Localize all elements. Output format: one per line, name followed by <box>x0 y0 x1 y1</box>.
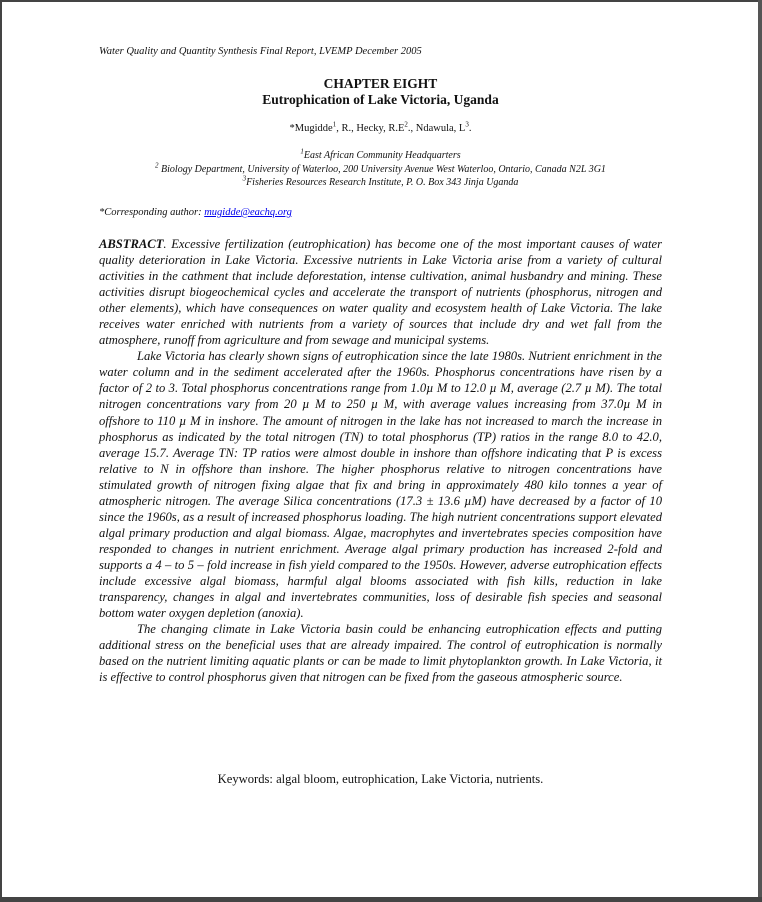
affiliation-text: East African Community Headquarters <box>303 150 461 161</box>
affiliation-text: Biology Department, University of Waterloo, 200 University Avenue West Waterloo, Ontario, Canada N2L 3G1 <box>158 164 606 175</box>
chapter-heading: CHAPTER EIGHT <box>323 76 438 91</box>
affiliation-3 <box>99 174 662 188</box>
author-name: , R., Hecky, R.E <box>336 123 405 134</box>
abstract-paragraph-1 <box>99 236 662 348</box>
author-end: . <box>468 123 472 134</box>
running-head: Water Quality and Quantity Synthesis Final Report, LVEMP December 2005 <box>99 46 422 57</box>
affiliation-sup: 3 <box>242 174 247 183</box>
author-sup: 3 <box>465 120 469 129</box>
abstract-text: . Excessive fertilization (eutrophication) has become one of the most important causes of water quality deterioration in Lake Victoria. Excessive nutrients in Lake Victoria arise from a variety of cultural activities in the cathment that include deforestation, intense cultivation, animal husbandry and mining. These activities disrupt biogeochemical cycles and accelerate the transport of nutrients (phosphorus, nitrogen and other elements), which have consequences on water quality and ecosystem health of Lake Victoria. The lake receives water enriched with nutrients from a variety of sources that include dry and wet fall from the atmosphere, runoff from agriculture and from sewage and municipal systems. <box>99 237 662 348</box>
affiliation-text: Fisheries Resources Research Institute, P. O. Box 343 Jinja Uganda <box>246 177 519 188</box>
author-sup: 1 <box>332 120 337 129</box>
chapter-title: Eutrophication of Lake Victoria, Uganda <box>262 92 499 107</box>
page-frame-top <box>0 0 762 2</box>
author-name: ., Ndawula, L <box>407 123 466 134</box>
abstract-paragraph-2: Lake Victoria has clearly shown signs of eutrophication since the late 1980s. Nutrient enrichment in the water column and in the sediment accelerated after the 1960s. Phosphorus concentrations have risen by a factor of 2 to 3. Total phosphorus concentrations range from 1.0µ M to 12.0 µ M, average (2.7 µ M). The total nitrogen concentrations vary from 20 µ M to 250 µ M, with average values increasing from 37.0µ M in offshore to 110 µ M in inshore. The amount of nitrogen in the lake has not increased to march the increase in phosphorus as indicated by the total nitrogen (TN) to total phosphorus (TP) ratios in the range 8.0 to 42.0, average 15.7. Average TN: TP ratios were almost double in inshore than offshore indicating that P is excess relative to N in offshore than inshore. The higher phosphorus relative to nitrogen concentrations have stimulated growth of nitrogen fixing algae that fix and bring in approximately 480 kilo tonnes a year of atmospheric nitrogen. The average Silica concentrations (17.3 ± 13.6 µM) have decreased by a factor of 10 since the 1960s, as a result of increased phosphorus loading. The high nutrient concentrations support elevated algal primary production and algal biomass. Algae, macrophytes and invertebrates species composition have responded to changes in nutrient enrichment. Average algal primary production has increased 2-fold and supports a 4 – to 5 – fold increase in fish yield compared to the 1950s. However, adverse eutrophication effects include excessive algal biomass, harmful algal blooms associated with fish kills, reduction in lake transparency, changes in algal and invertebrates communities, loss of desirable fish species and seasonal bottom water oxygen depletion (anoxia). <box>99 349 662 621</box>
affiliation-1 <box>99 147 662 161</box>
page-frame-right <box>758 0 762 902</box>
author-sup: 2 <box>404 120 408 129</box>
author-name: *Mugidde <box>289 123 333 134</box>
page-frame-left <box>0 0 2 902</box>
corresponding-author <box>99 207 292 218</box>
corresponding-label: *Corresponding author: <box>99 207 205 218</box>
abstract-label: ABSTRACT <box>99 237 164 251</box>
keywords: Keywords: algal bloom, eutrophication, Lake Victoria, nutrients. <box>217 772 544 786</box>
abstract <box>99 236 662 685</box>
page-frame-bottom <box>0 897 762 902</box>
author-line <box>99 120 662 134</box>
affiliation-2 <box>93 161 668 175</box>
affiliation-sup: 2 <box>155 161 159 170</box>
email-link[interactable]: mugidde@eachq.org <box>204 207 292 218</box>
affiliation-sup: 1 <box>300 147 304 156</box>
abstract-paragraph-3: The changing climate in Lake Victoria basin could be enhancing eutrophication effects and putting additional stress on the beneficial uses that are already impaired. The control of eutrophication is normally based on the nutrient limiting aquatic plants or can be made to limit phytoplankton growth. In Lake Victoria, it is effective to control phosphorus given that nitrogen can be fixed from the gaseous atmospheric source. <box>99 622 662 685</box>
